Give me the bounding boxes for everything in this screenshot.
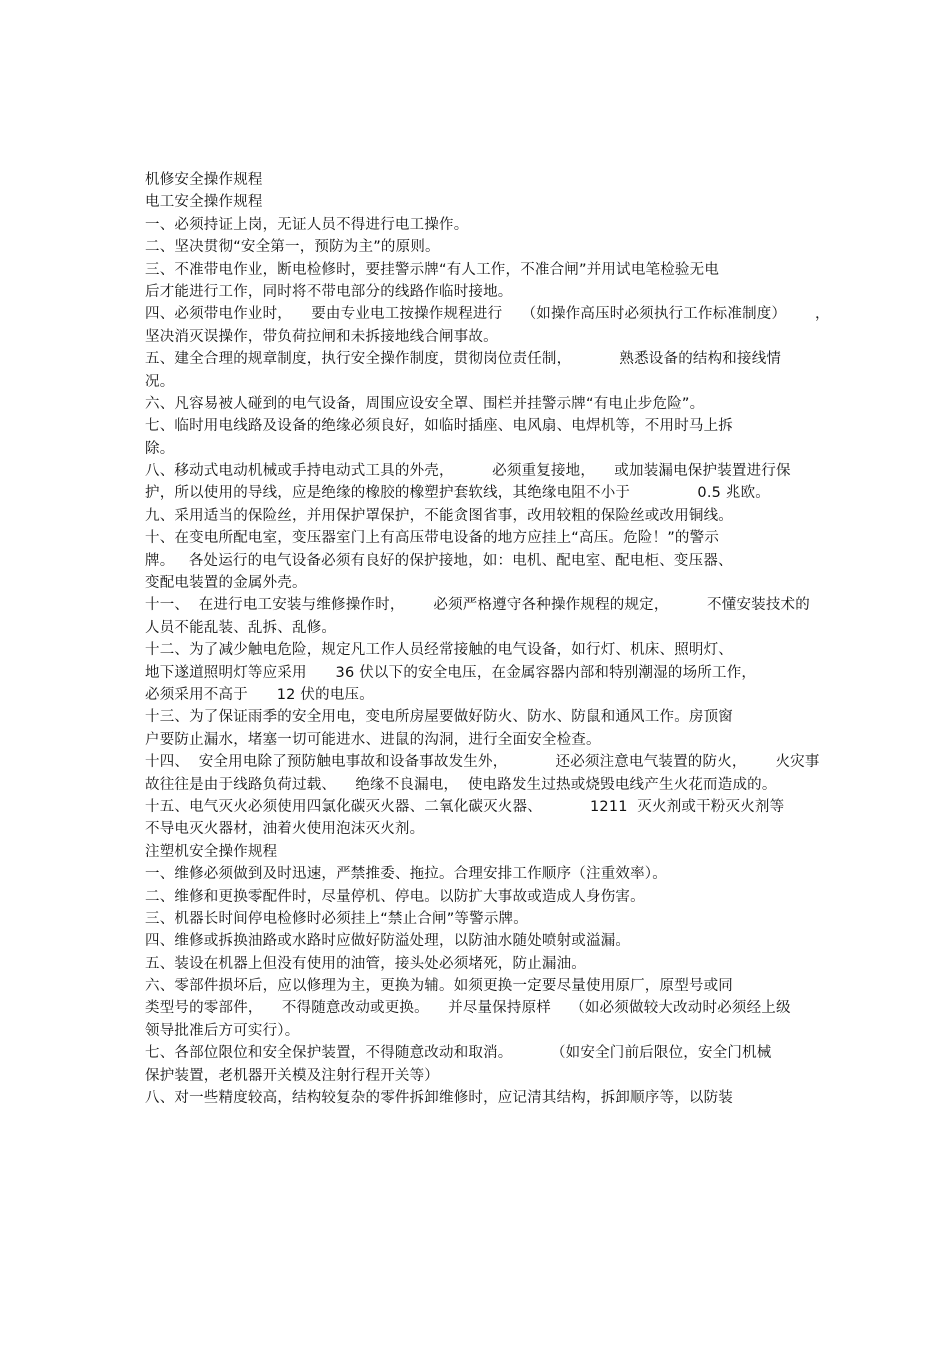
text-line: 后才能进行工作，同时将不带电部分的线路作临时接地。 (145, 283, 513, 300)
text-line: 四、维修或拆换油路或水路时应做好防溢处理，以防油水随处喷射或溢漏。 (145, 933, 631, 950)
text-line: 况。 (145, 373, 175, 390)
text-line: 八、对一些精度较高，结构较复杂的零件拆卸维修时，应记清其结构，拆卸顺序等，以防装 (145, 1090, 733, 1107)
text-line: 一、维修必须做到及时迅速，严禁推委、拖拉。合理安排工作顺序（注重效率）。 (145, 866, 667, 883)
text-line: 除。 (145, 440, 175, 457)
text-line: 三、机器长时间停电检修时必须挂上“禁止合闸”等警示牌。 (145, 910, 528, 927)
text-line: 五、建全合理的规章制度，执行安全操作制度，贯彻岗位责任制， 熟悉设备的结构和接线情 (145, 351, 782, 368)
text-line: 故往往是由于线路负荷过载、 绝缘不良漏电， 使电路发生过热或烧毁电线产生火花而造成的。 (145, 776, 777, 793)
text-line: 护，所以使用的导线，应是绝缘的橡胶的橡塑护套软线，其绝缘电阻不小于 0.5 兆欧。 (145, 485, 770, 502)
text-line: 四、必须带电作业时， 要由专业电工按操作规程进行 （如操作高压时必须执行工作标准制度） ， (145, 306, 830, 323)
text-line: 一、必须持证上岗，无证人员不得进行电工操作。 (145, 216, 469, 233)
document-body (145, 169, 830, 1109)
text-line: 领导批准后方可实行）。 (145, 1022, 300, 1039)
text-line: 户要防止漏水，堵塞一切可能进水、进鼠的沟洞，进行全面安全检查。 (145, 731, 601, 748)
text-line: 十三、为了保证雨季的安全用电，变电所房屋要做好防火、防水、防鼠和通风工作。房顶窗 (145, 709, 733, 726)
text-line: 六、零部件损坏后，应以修理为主，更换为辅。如须更换一定要尽量使用原厂，原型号或同 (145, 978, 733, 995)
text-line: 九、采用适当的保险丝，并用保护罩保护，不能贪图省事，改用较粗的保险丝或改用铜线。 (145, 507, 733, 524)
text-line: 二、坚决贯彻“安全第一，预防为主”的原则。 (145, 239, 440, 256)
text-line: 人员不能乱装、乱拆、乱修。 (145, 619, 337, 636)
text-line: 保护装置，老机器开关模及注射行程开关等） (145, 1067, 439, 1084)
text-line: 十四、 安全用电除了预防触电事故和设备事故发生外， 还必须注意电气装置的防火， 火灾事 (145, 754, 820, 771)
text-line: 电工安全操作规程 (145, 194, 263, 211)
text-line: 七、临时用电线路及设备的绝缘必须良好，如临时插座、电风扇、电焊机等，不用时马上拆 (145, 418, 733, 435)
text-line: 三、不准带电作业，断电检修时，要挂警示牌“有人工作，不准合闸”并用试电笔检验无电 (145, 261, 720, 278)
text-line: 类型号的零部件， 不得随意改动或更换。 并尽量保持原样 （如必须做较大改动时必须经上级 (145, 1000, 791, 1017)
text-line: 坚决消灭误操作，带负荷拉闸和未拆接地线合闸事故。 (145, 328, 498, 345)
text-line: 十五、电气灭火必须使用四氯化碳灭火器、二氧化碳灭火器、 1211 灭火剂或干粉灭火剂等 (145, 798, 785, 815)
text-line: 注塑机安全操作规程 (145, 843, 278, 860)
text-line: 五、装设在机器上但没有使用的油管，接头处必须堵死，防止漏油。 (145, 955, 586, 972)
text-line: 七、各部位限位和安全保护装置，不得随意改动和取消。 （如安全门前后限位，安全门机械 (145, 1045, 772, 1062)
text-line: 二、维修和更换零配件时，尽量停机、停电。以防扩大事故或造成人身伤害。 (145, 888, 645, 905)
text-line: 机修安全操作规程 (145, 172, 263, 188)
text-line: 八、移动式电动机械或手持电动式工具的外壳， 必须重复接地， 或加装漏电保护装置进行保 (145, 463, 791, 480)
text-line: 十、在变电所配电室，变压器室门上有高压带电设备的地方应挂上“高压。危险！”的警示 (145, 530, 720, 547)
text-line: 地下遂道照明灯等应采用 36 伏以下的安全电压，在金属容器内部和特别潮湿的场所工作， (145, 664, 757, 681)
text-line: 变配电装置的金属外壳。 (145, 575, 307, 592)
text-line: 不导电灭火器材，油着火使用泡沫灭火剂。 (145, 821, 425, 838)
text-line: 必须采用不高于 12 伏的电压。 (145, 686, 374, 703)
text-line: 十二、为了减少触电危险，规定凡工作人员经常接触的电气设备，如行灯、机床、照明灯、 (145, 642, 733, 659)
text-line: 牌。 各处运行的电气设备必须有良好的保护接地，如：电机、配电室、配电柜、变压器、 (145, 552, 733, 569)
text-line: 六、凡容易被人碰到的电气设备，周围应设安全罩、围栏并挂警示牌“有电止步危险”。 (145, 395, 705, 412)
text-line: 十一、 在进行电工安装与维修操作时， 必须严格遵守各种操作规程的规定， 不懂安装技术的 (145, 597, 810, 614)
